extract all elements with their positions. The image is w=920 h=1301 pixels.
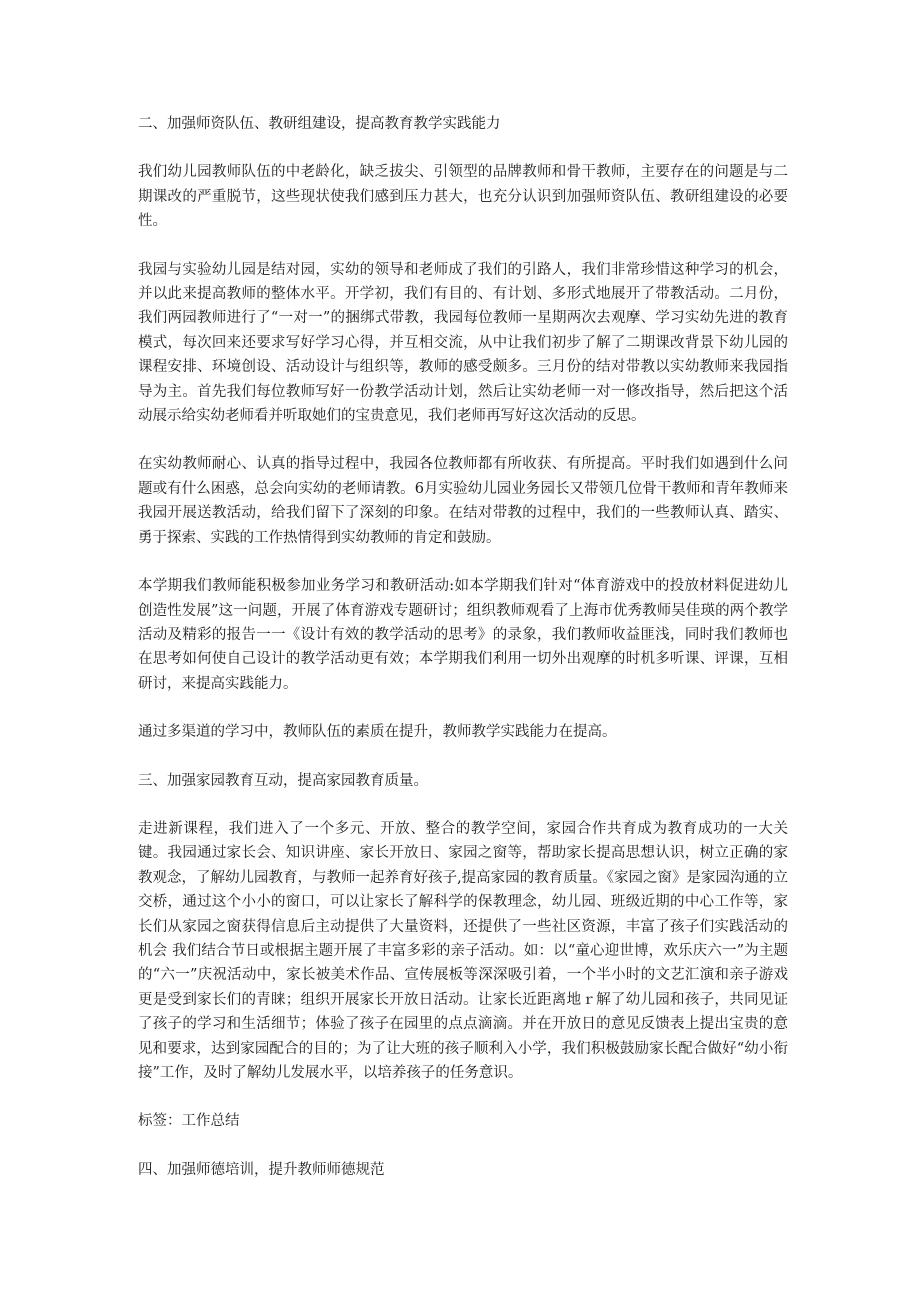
paragraph: 我园与实验幼儿园是结对园，实幼的领导和老师成了我们的引路人，我们非常珍惜这种学习的机会，并以此来提高教师的整体水平。开学初，我们有目的、有计划、多形式地展开了带教活动。二月份，我们两园教师进行了“一对一”的捆绑式带教，我园每位教师一星期两次去观摩、学习实幼先进的教育模式，每次回来还要求写好学习心得，并互相交流，从中让我们初步了解了二期课改背景下幼儿园的课程安排、环境创设、活动设计与组织等，教师的感受颇多。三月份的结对带教以实幼教师来我园指导为主。首先我们每位教师写好一份教学活动计划，然后让实幼老师一对一修改指导，然后把这个活动展示给实幼老师看并听取她们的宝贵意见，我们老师再写好这次活动的反思。	[138, 261, 788, 425]
section-heading-3: 三、加强家园教育互动，提高家园教育质量。	[138, 772, 428, 789]
paragraph: 通过多渠道的学习中，教师队伍的素质在提升，教师教学实践能力在提高。	[138, 724, 617, 741]
section-heading-2: 二、加强师资队伍、教研组建设，提高教育教学实践能力	[138, 116, 501, 132]
paragraph: 我们幼儿园教师队伍的中老龄化，缺乏拔尖、引领型的品牌教师和骨干教师，主要存在的问题是与二期课改的严重脱节，这些现状使我们感到压力甚大，也充分认识到加强师资队伍、教研组建设的必要性。	[138, 164, 788, 230]
document-body	[138, 112, 788, 1206]
paragraph: 本学期我们教师能积极参加业务学习和教研活动:如本学期我们针对“体育游戏中的投放材料促进幼儿创造性发展”这一问题，开展了体育游戏专题研讨；组织教师观看了上海市优秀教师吴佳瑛的两个教学活动及精彩的报告一一《设计有效的教学活动的思考》的录象，我们教师收益匪浅，同时我们教师也在思考如何使自己设计的教学活动更有效；本学期我们利用一切外出观摩的时机多听课、评课，互相研讨，来提高实践能力。	[138, 578, 788, 692]
section-heading-4: 四、加强师德培训，提升教师师德规范	[138, 1161, 385, 1178]
paragraph: 在实幼教师耐心、认真的指导过程中，我园各位教师都有所收获、有所提高。平时我们如遇到什么问题或有什么困惑，总会向实幼的老师请教。6月实验幼儿园业务园长又带领几位骨干教师和青年教师来我园开展送教活动，给我们留下了深刻的印象。在结对带教的过程中，我们的一些教师认真、踏实、勇于探索、实践的工作热情得到实幼教师的肯定和鼓励。	[138, 456, 788, 546]
paragraph: 走进新课程，我们进入了一个多元、开放、整合的教学空间，家园合作共育成为教育成功的一大关键。我园通过家长会、知识讲座、家长开放日、家园之窗等，帮助家长提高思想认识，树立正确的家教观念，了解幼儿园教育，与教师一起养育好孩子,提高家园的教育质量。《家园之窗》是家园沟通的立交桥，通过这个小小的窗口，可以让家长了解科学的保教理念，幼儿园、班级近期的中心工作等，家长们从家园之窗获得信息后主动提供了大量资料，还提供了一些社区资源，丰富了孩子们实践活动的机会 我们结合节日或根据主题开展了丰富多彩的亲子活动。如：以“童心迎世博，欢乐庆六一”为主题的“六一”庆祝活动中，家长被美术作品、宣传展板等深深吸引着，一个半小时的文艺汇演和亲子游戏更是受到家长们的青睐；组织开展家长开放日活动。让家长近距离地ｒ解了幼儿园和孩子，共同见证了孩子的学习和生活细节；体验了孩子在园里的点点滴滴。并在开放日的意见反馈表上提出宝贵的意见和要求，达到家园配合的目的；为了让大班的孩子顺利入小学，我们积极鼓励家长配合做好“幼小衔接”工作，及时了解幼儿发展水平，以培养孩子的任务意识。	[138, 820, 788, 1081]
tags-line: 标签：工作总结	[138, 1113, 240, 1130]
